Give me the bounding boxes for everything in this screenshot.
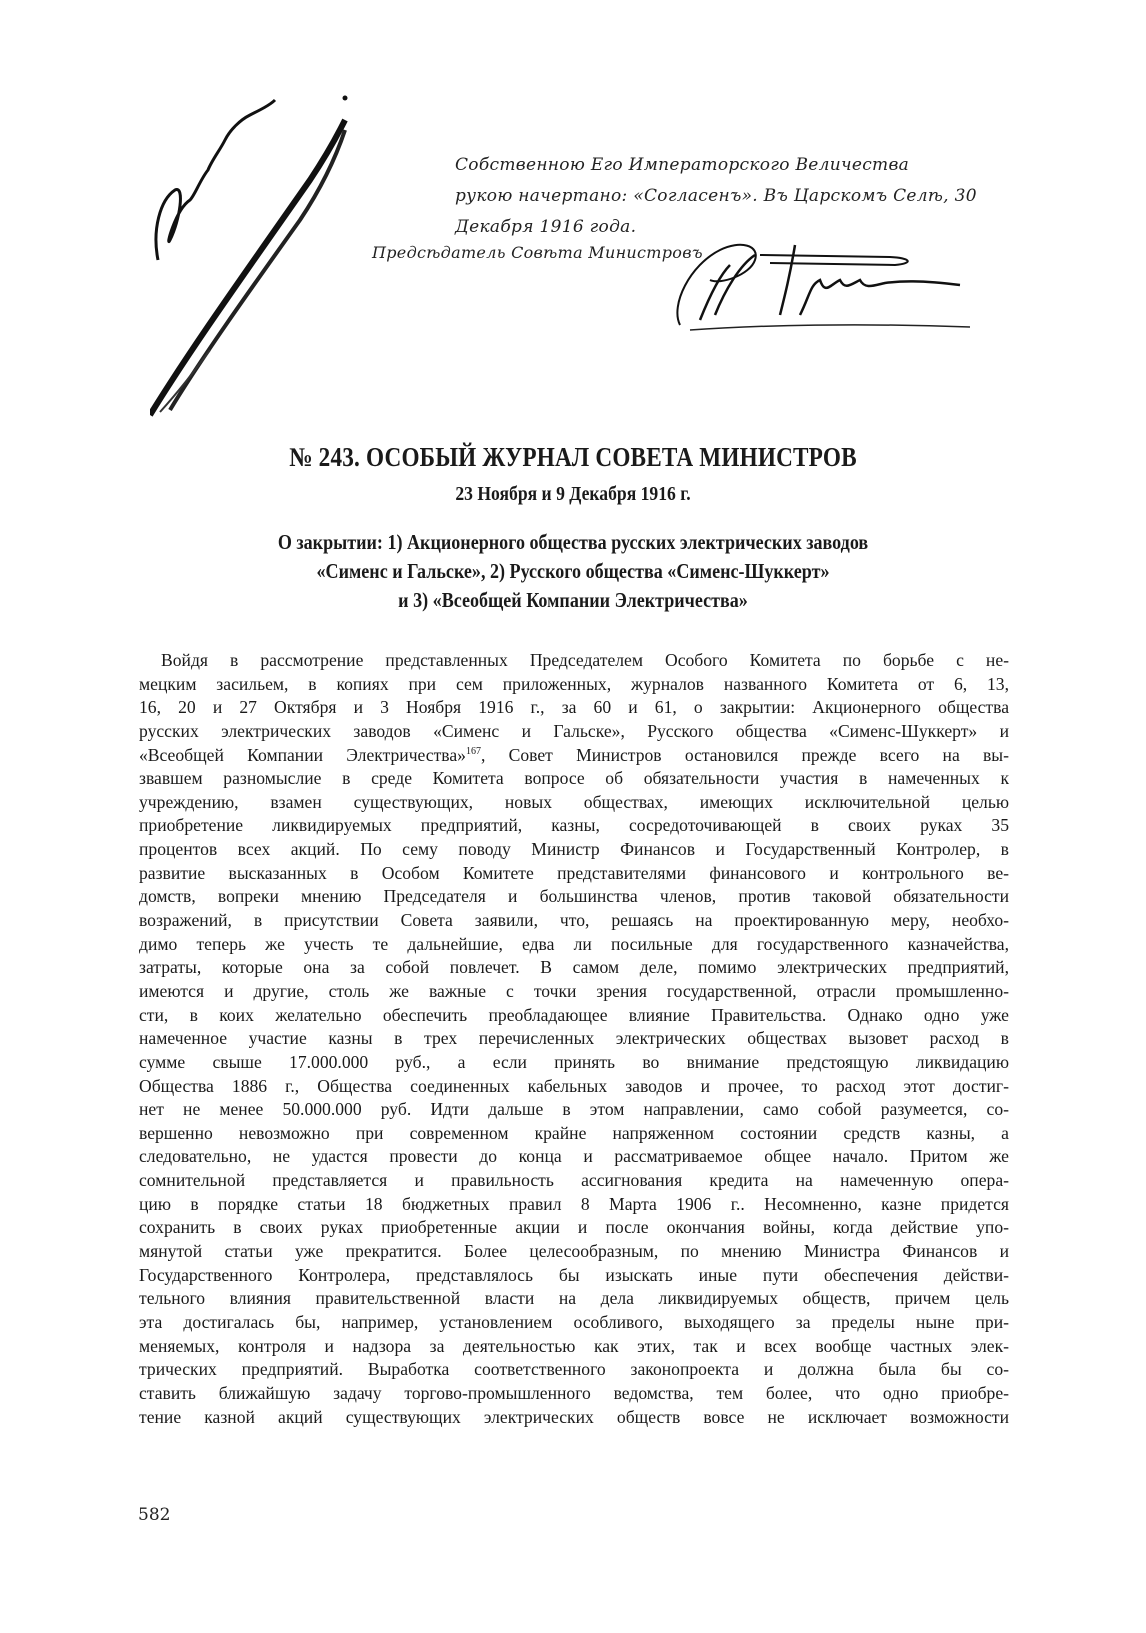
body-line: меняемых, контроля и надзора за деятельностью как этих, так и всех вообще частных элек- <box>139 1335 1009 1356</box>
body-line: мецким засильем, в копиях при сем приложенных, журналов названного Комитета от 6, 13, <box>139 673 1009 694</box>
body-text-fragment: , Совет Министров остановился прежде всего на вы- <box>480 744 1009 765</box>
body-line: сохранить в своих руках приобретенные акции и после окончания войны, когда действие упо- <box>139 1217 1009 1238</box>
body-line: мянутой статьи уже прекратится. Более целесообразным, по мнению Министра Финансов и <box>139 1241 1009 1262</box>
body-line: звавшем разномыслие в среде Комитета вопросе об обязательности участия в намеченных к <box>139 768 1009 789</box>
body-line: сумме свыше 17.000.000 руб., а если принять во внимание предстоящую ликвидацию <box>139 1051 1009 1072</box>
body-line: Государственного Контролера, представлялось бы изыскать иные пути обеспечения действи- <box>139 1264 1009 1285</box>
body-line: процентов всех акций. По сему поводу Министр Финансов и Государственный Контролер, в <box>139 839 1009 860</box>
body-line: 16, 20 и 27 Октября и 3 Ноября 1916 г., за 60 и 61, о закрытии: Акционерного общества <box>139 697 1009 718</box>
chairman-caption: Предсѣдатель Совѣта Министровъ <box>372 243 703 262</box>
document-subject <box>80 528 1066 615</box>
body-text-fragment: «Всеобщей Компании Электричества» <box>139 744 466 765</box>
body-line: русских электрических заводов «Сименс и Гальске», Русского общества «Сименс-Шуккерт» и <box>139 720 1009 741</box>
body-text <box>139 649 1009 1429</box>
body-line: вершенно невозможно при современном крайне напряженном состоянии средств казны, а <box>139 1122 1009 1143</box>
footnote-ref[interactable]: 167 <box>465 745 481 757</box>
signature-icon <box>660 235 980 335</box>
page-number: 582 <box>138 1505 171 1525</box>
imperial-resolution-handwriting <box>150 90 350 420</box>
document-date: 23 Ноября и 9 Декабря 1916 г. <box>455 483 691 505</box>
body-line: возражений, в присутствии Совета заявили, что, решаясь на проектированную меру, необхо- <box>139 910 1009 931</box>
body-line: трических предприятий. Выработка соответственного законопроекта и должна была бы со- <box>139 1359 1009 1380</box>
body-line: нет не менее 50.000.000 руб. Идти дальше в этом направлении, само собой разумеется, со- <box>139 1099 1009 1120</box>
body-line: Войдя в рассмотрение представленных Председателем Особого Комитета по борьбе с не- <box>161 650 1009 670</box>
handwritten-soglasen-icon <box>150 90 350 420</box>
subject-line: и 3) «Всеобщей Компании Электричества» <box>398 588 748 612</box>
body-line: Общества 1886 г., Общества соединенных кабельных заводов и прочее, то расход этот достиг- <box>139 1075 1009 1096</box>
body-line: сомнительной представляется и правильность ассигнования кредита на намеченную опера- <box>139 1170 1009 1191</box>
subject-line: О закрытии: 1) Акционерного общества русских электрических заводов <box>277 530 869 554</box>
body-line: ставить ближайшую задачу торгово-промышленного ведомства, тем более, что одно приобре- <box>139 1382 1009 1403</box>
document-title: № 243. ОСОБЫЙ ЖУРНАЛ СОВЕТА МИНИСТРОВ <box>289 442 857 472</box>
body-line-with-footnote <box>139 744 1009 768</box>
body-line: развитие высказанных в Особом Комитете представителями финансового и контрольного ве- <box>139 862 1009 883</box>
body-line: тельного влияния правительственной власти на дела ликвидируемых обществ, причем цель <box>139 1288 1009 1309</box>
body-line: намеченное участие казны в трех перечисленных электрических обществах вызовет расход в <box>139 1028 1009 1049</box>
note-line-1: Собственною Его Императорского Величества <box>455 155 910 175</box>
note-line-2: рукою начертано: «Согласенъ». Въ Царскомъ Селѣ, 30 <box>455 186 977 206</box>
chairman-signature <box>660 235 980 335</box>
body-line: затраты, которые она за собой повлечет. В самом деле, помимо электрических предприятий, <box>139 957 1009 978</box>
subject-line: «Сименс и Гальске», 2) Русского общества «Сименс-Шуккерт» <box>316 559 830 583</box>
body-line: учреждению, взамен существующих, новых обществах, имеющих исключительной целью <box>139 791 1009 812</box>
body-line: домств, вопреки мнению Председателя и большинства членов, против таковой обязательности <box>139 886 1009 907</box>
body-line: имеются и другие, столь же важные с точки зрения государственной, отрасли промышленно- <box>139 980 1009 1001</box>
body-line: димо теперь же учесть те дальнейшие, едва ли посильные для государственного казначейства, <box>139 933 1009 954</box>
body-line: приобретение ликвидируемых предприятий, казны, сосредоточивающей в своих руках 35 <box>139 815 1009 836</box>
body-line: следовательно, не удастся провести до конца и рассматриваемое общее начало. Притом же <box>139 1146 1009 1167</box>
body-line: цию в порядке статьи 18 бюджетных правил 8 Марта 1906 г.. Несомненно, казне придется <box>139 1193 1009 1214</box>
body-line: тение казной акций существующих электрических обществ вовсе не исключает возможности <box>139 1406 1009 1427</box>
imperial-note <box>455 150 1015 243</box>
note-line-3: Декабря 1916 года. <box>455 217 637 237</box>
body-line: сти, в коих желательно обеспечить преобладающее влияние Правительства. Однако одно уже <box>139 1004 1009 1025</box>
body-line: эта достигалась бы, например, установлением особливого, выходящего за пределы ныне при- <box>139 1311 1009 1332</box>
